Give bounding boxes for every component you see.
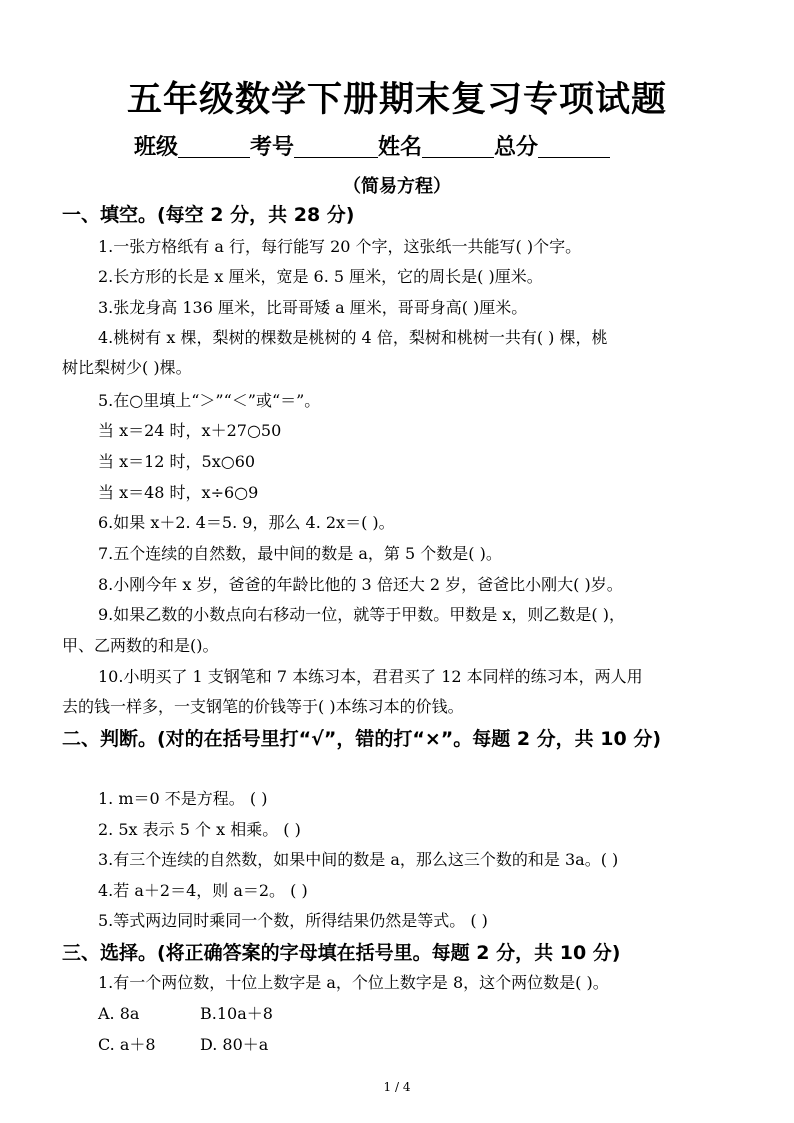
number-label: 考号 [250,135,295,160]
score-blank [538,135,610,158]
s1-question-9-line-1: 9.如果乙数的小数点向右移动一位，就等于甲数。甲数是 x，则乙数是( )， [98,605,625,624]
s3-option-c: C. a＋8 [98,1035,156,1054]
s1-question-4-line-1: 4.桃树有 x 棵，梨树的棵数是桃树的 4 倍，梨树和桃树一共有( ) 棵，桃 [98,328,608,347]
student-info-line [134,130,610,161]
number-blank [294,135,378,158]
class-blank [178,135,250,158]
s2-question-5: 5.等式两边同时乘同一个数，所得结果仍然是等式。 ( ) [98,911,488,930]
s1-question-2: 2.长方形的长是 x 厘米，宽是 6. 5 厘米，它的周长是( )厘米。 [98,267,543,286]
s1-question-5: 5.在○里填上“＞”“＜”或“＝”。 [98,391,321,410]
s3-option-a: A. 8a [98,1004,140,1023]
section-2-heading: 二、判断。(对的在括号里打“√”，错的打“×”。每题 2 分，共 10 分) [62,728,662,750]
page-number: 1 / 4 [383,1080,411,1094]
name-blank [422,135,494,158]
s1-question-5-c: 当 x＝48 时，x÷6○9 [98,483,259,502]
s1-question-10-line-1: 10.小明买了 1 支钢笔和 7 本练习本，君君买了 12 本同样的练习本，两人用 [98,667,643,686]
s1-question-6: 6.如果 x＋2. 4＝5. 9，那么 4. 2x＝( )。 [98,513,395,532]
s2-question-3: 3.有三个连续的自然数，如果中间的数是 a，那么这三个数的和是 3a。( ) [98,850,619,869]
s1-question-4-line-2: 树比梨树少( )棵。 [62,358,192,377]
s2-question-1: 1. m＝0 不是方程。 ( ) [98,789,268,808]
s3-option-b: B.10a＋8 [200,1004,273,1023]
s1-question-7: 7.五个连续的自然数，最中间的数是 a，第 5 个数是( )。 [98,544,502,563]
name-label: 姓名 [378,135,423,160]
subtitle: （简易方程） [343,176,451,197]
class-label: 班级 [134,135,179,160]
s2-question-2: 2. 5x 表示 5 个 x 相乘。 ( ) [98,820,301,839]
s3-option-d: D. 80＋a [200,1035,269,1054]
section-3-heading: 三、选择。(将正确答案的字母填在括号里。每题 2 分，共 10 分) [62,942,621,964]
s1-question-8: 8.小刚今年 x 岁，爸爸的年龄比他的 3 倍还大 2 岁，爸爸比小刚大( )岁。 [98,575,623,594]
s1-question-9-line-2: 甲、乙两数的和是()。 [62,636,219,655]
score-label: 总分 [494,135,539,160]
s1-question-5-a: 当 x＝24 时，x＋27○50 [98,421,282,440]
s1-question-1: 1.一张方格纸有 a 行，每行能写 20 个字，这张纸一共能写( )个字。 [98,237,582,256]
s2-question-4: 4.若 a＋2＝4，则 a＝2。 ( ) [98,881,308,900]
s1-question-10-line-2: 去的钱一样多，一支钢笔的价钱等于( )本练习本的价钱。 [62,697,464,716]
section-1-heading: 一、填空。(每空 2 分，共 28 分) [62,204,355,226]
page-title: 五年级数学下册期末复习专项试题 [126,80,667,120]
s1-question-3: 3.张龙身高 136 厘米，比哥哥矮 a 厘米，哥哥身高( )厘米。 [98,298,528,317]
s3-question-1: 1.有一个两位数，十位上数字是 a，个位上数字是 8，这个两位数是( )。 [98,973,609,992]
s1-question-5-b: 当 x＝12 时，5x○60 [98,452,256,471]
